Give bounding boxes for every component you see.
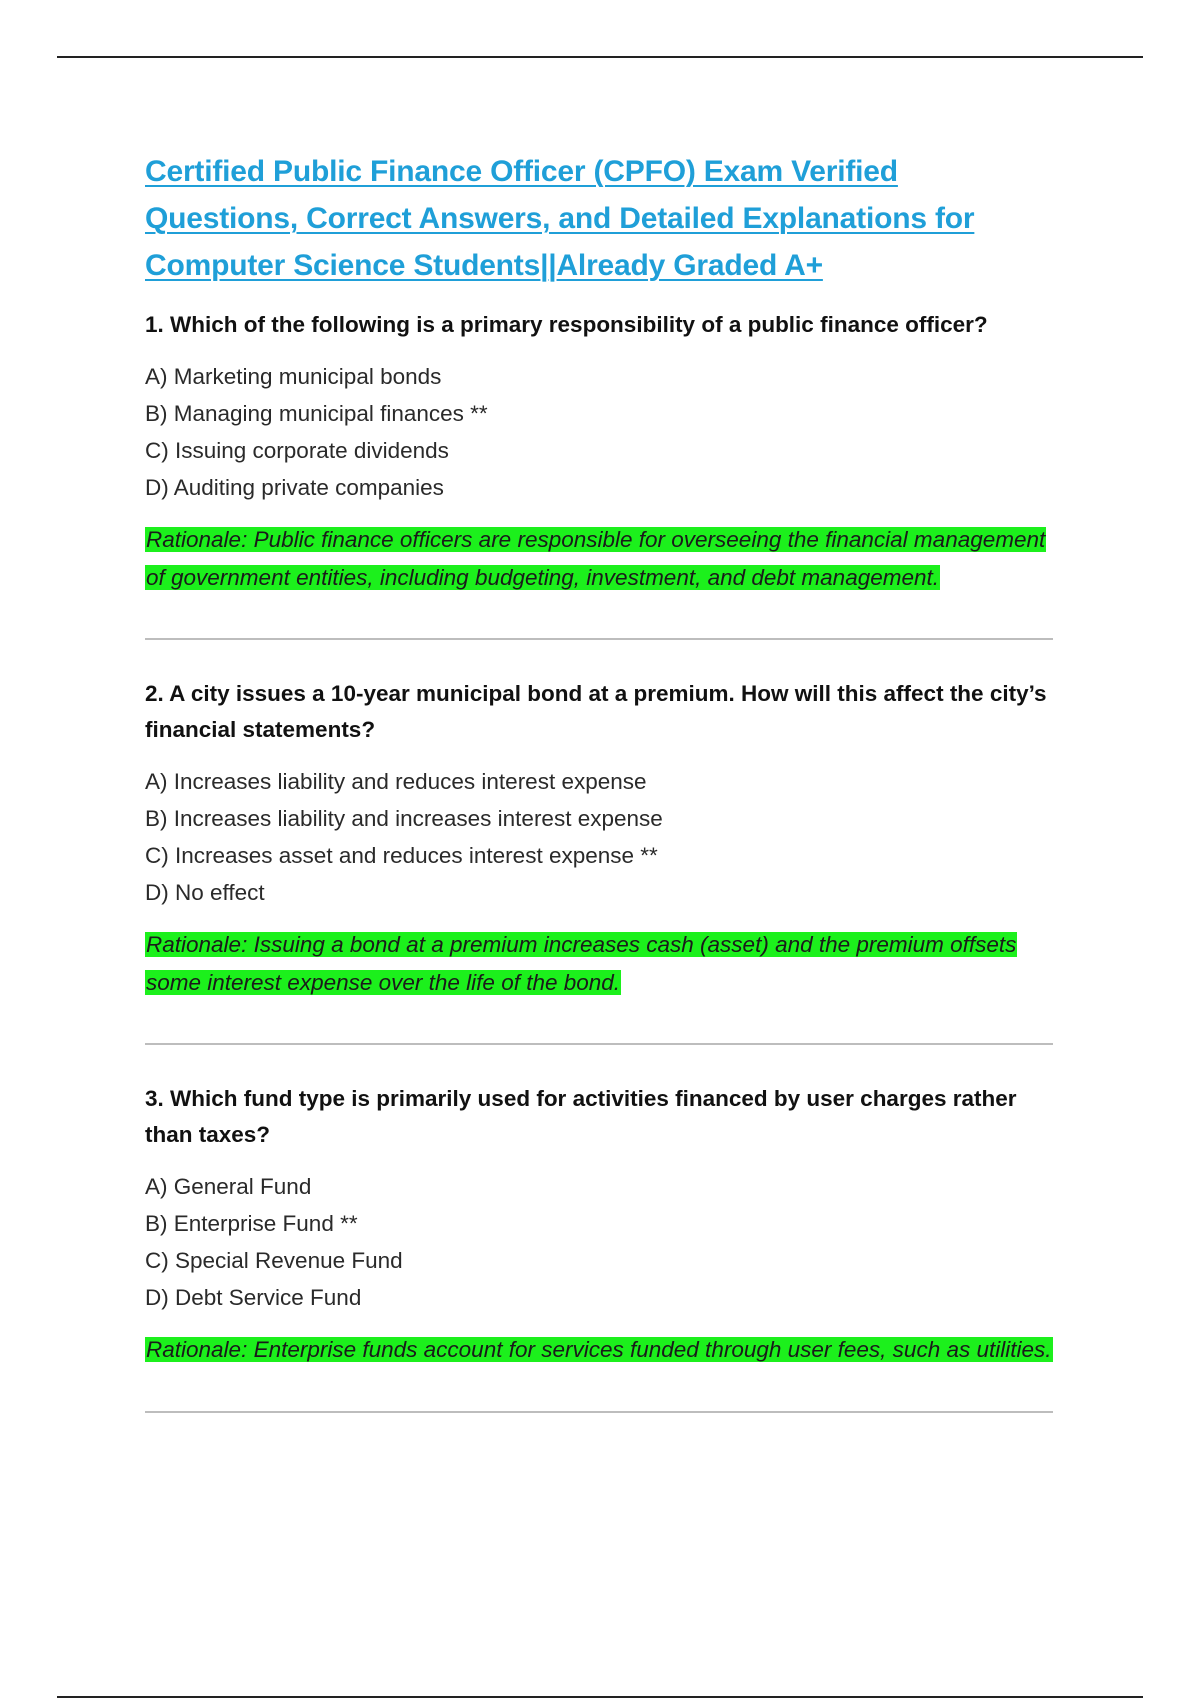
question-text: 1. Which of the following is a primary responsibility of a public finance officer? <box>145 312 988 337</box>
answer-option-a: A) General Fund <box>145 1174 312 1199</box>
answer-option-c: C) Issuing corporate dividends <box>145 438 449 463</box>
rationale <box>145 1331 1055 1369</box>
question-divider <box>145 1043 1053 1045</box>
footer-rule <box>57 1696 1143 1698</box>
header-rule <box>57 56 1143 58</box>
question-divider <box>145 1411 1053 1413</box>
answer-options <box>145 1168 1055 1316</box>
document-title-link[interactable]: Certified Public Finance Officer (CPFO) Exam Verified Questions, Correct Answers, and Detailed Explanations for Computer Science Students||Already Graded A+ <box>145 155 975 282</box>
answer-options <box>145 358 1055 506</box>
answer-option-c: C) Special Revenue Fund <box>145 1248 403 1273</box>
rationale <box>145 926 1055 1001</box>
question-2 <box>145 676 1055 1001</box>
question-3 <box>145 1081 1055 1369</box>
answer-option-c: C) Increases asset and reduces interest expense ** <box>145 843 658 868</box>
rationale-text: Rationale: Enterprise funds account for services funded through user fees, such as utilities. <box>146 1337 1052 1362</box>
answer-options <box>145 763 1055 911</box>
question-divider <box>145 638 1053 640</box>
rationale <box>145 521 1055 596</box>
answer-option-a: A) Increases liability and reduces interest expense <box>145 769 647 794</box>
answer-option-a: A) Marketing municipal bonds <box>145 364 442 389</box>
question-text: 2. A city issues a 10-year municipal bond at a premium. How will this affect the city’s financial statements? <box>145 681 1047 742</box>
answer-option-d: D) Auditing private companies <box>145 475 444 500</box>
answer-option-d: D) Debt Service Fund <box>145 1285 362 1310</box>
answer-option-b: B) Enterprise Fund ** <box>145 1211 358 1236</box>
answer-option-d: D) No effect <box>145 880 265 905</box>
rationale-text: Rationale: Public finance officers are responsible for overseeing the financial management of government entities, including budgeting, investment, and debt management. <box>146 527 1046 590</box>
rationale-text: Rationale: Issuing a bond at a premium increases cash (asset) and the premium offsets some interest expense over the life of the bond. <box>146 932 1017 995</box>
question-text: 3. Which fund type is primarily used for activities financed by user charges rather than taxes? <box>145 1086 1017 1147</box>
document-body <box>145 148 1055 1449</box>
answer-option-b: B) Increases liability and increases interest expense <box>145 806 663 831</box>
answer-option-b: B) Managing municipal finances ** <box>145 401 488 426</box>
question-1 <box>145 307 1055 596</box>
